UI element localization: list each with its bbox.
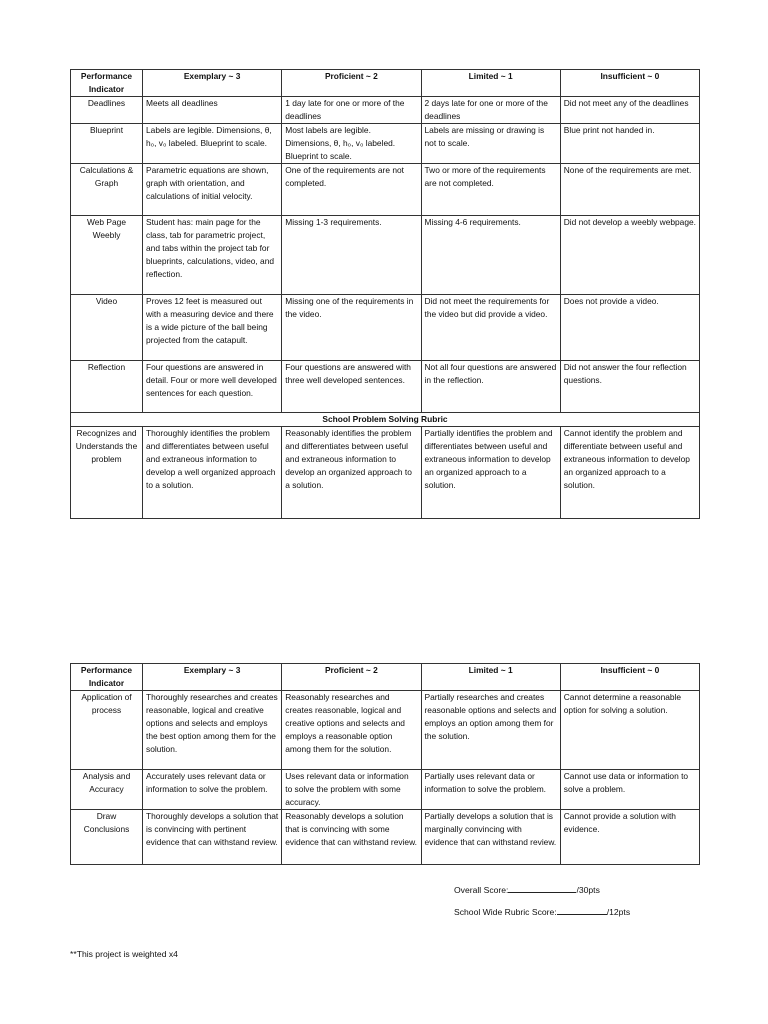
table-cell: Uses relevant data or information to solve the problem with some accuracy. — [282, 770, 421, 810]
header-row — [71, 664, 700, 691]
overall-score-total: /30pts — [576, 885, 600, 895]
header-row — [71, 70, 700, 97]
header-cell: Proficient ~ 2 — [282, 70, 421, 97]
school-score-blank — [557, 906, 607, 915]
header-cell: Performance Indicator — [71, 70, 143, 97]
table-cell: Missing 4-6 requirements. — [421, 216, 560, 295]
weight-note: **This project is weighted x4 — [70, 949, 178, 959]
table-cell: Missing one of the requirements in the video. — [282, 295, 421, 361]
table-cell: Partially researches and creates reasonable options and selects and employs an option among them for the solution. — [421, 691, 560, 770]
school-score-line — [454, 906, 630, 917]
table-cell: Blue print not handed in. — [560, 124, 699, 164]
section-title-row — [71, 413, 700, 427]
table-row — [71, 164, 700, 216]
indicator-cell: Draw Conclusions — [71, 810, 143, 865]
table-cell: Missing 1-3 requirements. — [282, 216, 421, 295]
table-row — [71, 361, 700, 413]
table-cell: 2 days late for one or more of the deadlines — [421, 97, 560, 124]
overall-score-line — [454, 884, 600, 895]
table-row — [71, 810, 700, 865]
rubric-table-school — [70, 663, 700, 865]
table-cell: Four questions are answered in detail. Four or more well developed sentences for each question. — [143, 361, 282, 413]
table-cell: Did not answer the four reflection questions. — [560, 361, 699, 413]
table-cell: Did not meet the requirements for the video but did provide a video. — [421, 295, 560, 361]
table-cell: Partially uses relevant data or information to solve the problem. — [421, 770, 560, 810]
table-row — [71, 124, 700, 164]
header-cell: Limited ~ 1 — [421, 70, 560, 97]
table-row — [71, 691, 700, 770]
table-row — [71, 216, 700, 295]
header-cell: Exemplary ~ 3 — [143, 664, 282, 691]
overall-score-blank — [508, 884, 576, 893]
header-cell: Insufficient ~ 0 — [560, 664, 699, 691]
table-cell: Most labels are legible. Dimensions, θ, h₀, v₀ labeled. Blueprint to scale. — [282, 124, 421, 164]
table-cell: Cannot determine a reasonable option for solving a solution. — [560, 691, 699, 770]
section-title: School Problem Solving Rubric — [71, 413, 700, 427]
table-cell: Four questions are answered with three well developed sentences. — [282, 361, 421, 413]
table-cell: Meets all deadlines — [143, 97, 282, 124]
table-cell: Not all four questions are answered in the reflection. — [421, 361, 560, 413]
table-cell: Labels are missing or drawing is not to scale. — [421, 124, 560, 164]
school-score-label: School Wide Rubric Score: — [454, 907, 557, 917]
table-cell: Labels are legible. Dimensions, θ, h₀, v₀ labeled. Blueprint to scale. — [143, 124, 282, 164]
table-row — [71, 97, 700, 124]
table-cell: Cannot identify the problem and differentiate between useful and extraneous information to develop an organized approach to a solution. — [560, 427, 699, 519]
table-cell: Thoroughly identifies the problem and differentiates between useful and extraneous information to develop a well organized approach to a solution. — [143, 427, 282, 519]
indicator-cell: Video — [71, 295, 143, 361]
table-row — [71, 770, 700, 810]
table-cell: Did not develop a weebly webpage. — [560, 216, 699, 295]
table-cell: Cannot use data or information to solve a problem. — [560, 770, 699, 810]
table-cell: Reasonably researches and creates reasonable, logical and creative options and selects and employs a reasonable option among them for the solution. — [282, 691, 421, 770]
table-cell: Does not provide a video. — [560, 295, 699, 361]
table-cell: Did not meet any of the deadlines — [560, 97, 699, 124]
rubric-table-project — [70, 69, 700, 519]
table-cell: Parametric equations are shown, graph with orientation, and calculations of initial velocity. — [143, 164, 282, 216]
table-row — [71, 427, 700, 519]
header-cell: Limited ~ 1 — [421, 664, 560, 691]
indicator-cell: Application of process — [71, 691, 143, 770]
indicator-cell: Deadlines — [71, 97, 143, 124]
table-cell: None of the requirements are met. — [560, 164, 699, 216]
table-cell: Thoroughly develops a solution that is convincing with pertinent evidence that can withstand review. — [143, 810, 282, 865]
table-cell: Proves 12 feet is measured out with a measuring device and there is a wide picture of the ball being projected from the catapult. — [143, 295, 282, 361]
table-cell: Accurately uses relevant data or information to solve the problem. — [143, 770, 282, 810]
header-cell: Insufficient ~ 0 — [560, 70, 699, 97]
table-cell: One of the requirements are not completed. — [282, 164, 421, 216]
indicator-cell: Web Page Weebly — [71, 216, 143, 295]
table-cell: 1 day late for one or more of the deadlines — [282, 97, 421, 124]
header-cell: Performance Indicator — [71, 664, 143, 691]
table-cell: Thoroughly researches and creates reasonable, logical and creative options and selects and employs the best option among them for the solution. — [143, 691, 282, 770]
table-cell: Cannot provide a solution with evidence. — [560, 810, 699, 865]
table-cell: Partially identifies the problem and differentiates between useful and extraneous information to develop an organized approach to a solution. — [421, 427, 560, 519]
table-cell: Partially develops a solution that is marginally convincing with evidence that can withstand review. — [421, 810, 560, 865]
table-row — [71, 295, 700, 361]
indicator-cell: Recognizes and Understands the problem — [71, 427, 143, 519]
header-cell: Proficient ~ 2 — [282, 664, 421, 691]
indicator-cell: Reflection — [71, 361, 143, 413]
indicator-cell: Calculations & Graph — [71, 164, 143, 216]
overall-score-label: Overall Score: — [454, 885, 509, 895]
indicator-cell: Blueprint — [71, 124, 143, 164]
header-cell: Exemplary ~ 3 — [143, 70, 282, 97]
table-cell: Student has: main page for the class, tab for parametric project, and tabs within the project tab for blueprints, calculations, video, and reflection. — [143, 216, 282, 295]
table-cell: Two or more of the requirements are not completed. — [421, 164, 560, 216]
table-cell: Reasonably identifies the problem and differentiates between useful and extraneous information to develop an organized approach to a solution. — [282, 427, 421, 519]
school-score-total: /12pts — [606, 907, 631, 917]
indicator-cell: Analysis and Accuracy — [71, 770, 143, 810]
table-cell: Reasonably develops a solution that is convincing with some evidence that can withstand review. — [282, 810, 421, 865]
